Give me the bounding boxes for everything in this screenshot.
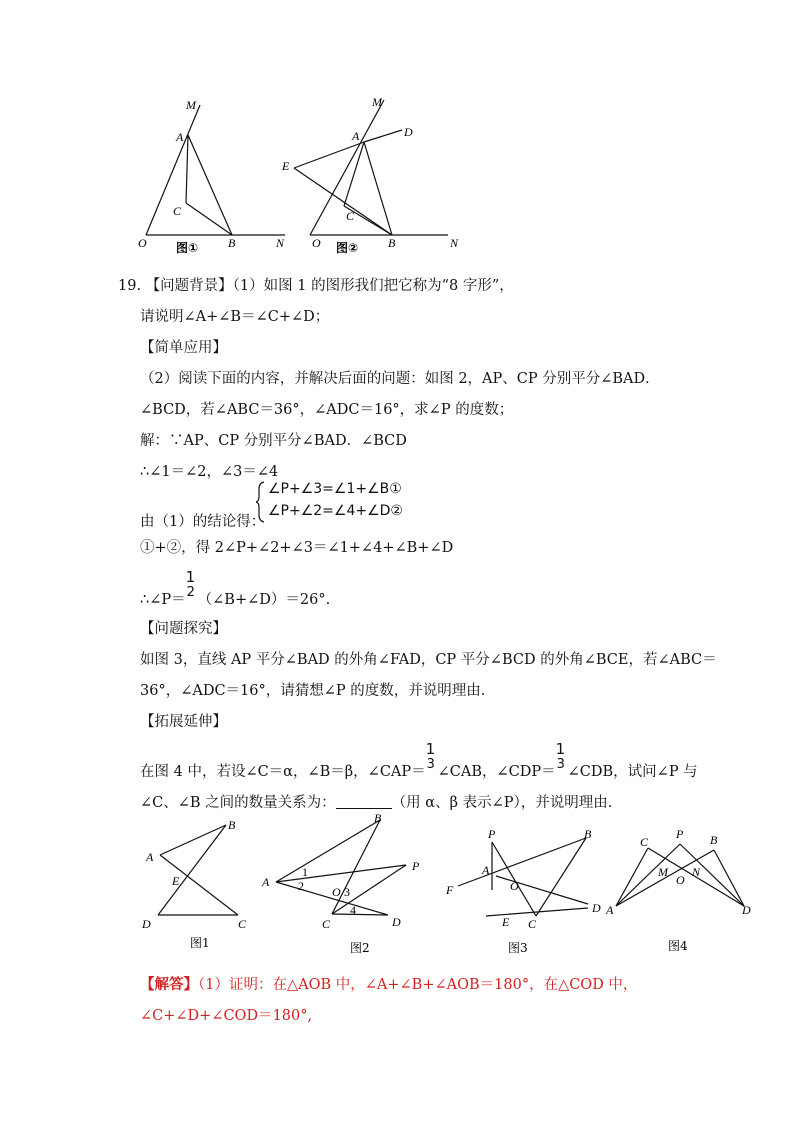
ext2-part2: （用 α、β 表示∠P），并说明理由. <box>391 795 613 811</box>
label-m: M <box>658 865 668 879</box>
solution-line-1: 解：∵AP、CP 分别平分∠BAD．∠BCD <box>140 433 407 449</box>
label-e: E <box>172 874 180 888</box>
sol5-suffix: （∠B+∠D）＝26°. <box>197 592 331 608</box>
fraction-numerator: 1 <box>185 568 196 586</box>
label-a: A <box>482 863 490 877</box>
answer-tag: 【解答】 <box>140 976 198 993</box>
bottom-figure-2 <box>256 810 431 955</box>
caption-fig-3: 图3 <box>508 941 528 955</box>
label-o: O <box>676 873 685 887</box>
label-p: P <box>412 859 420 873</box>
label-c: C <box>173 204 182 218</box>
segment-ap <box>276 865 406 882</box>
label-p: P <box>676 827 684 841</box>
extension-line-2 <box>140 791 612 812</box>
label-n: N <box>692 865 701 879</box>
fraction-denominator: 3 <box>426 757 435 772</box>
bottom-figure-1 <box>140 815 255 955</box>
problem-line-4: （2）阅读下面的内容，并解决后面的问题：如图 2，AP、CP 分别平分∠BAD． <box>140 371 660 387</box>
label-a: A <box>176 130 184 144</box>
fraction-one-third-a <box>425 740 438 776</box>
segment-pd <box>680 844 744 906</box>
problem-number: 19. <box>118 278 142 294</box>
label-b: B <box>374 811 382 825</box>
label-e: E <box>282 159 290 173</box>
label-a: A <box>352 129 360 143</box>
label-a: A <box>146 850 154 864</box>
label-e: E <box>502 915 510 929</box>
label-c: C <box>640 835 649 849</box>
label-n: N <box>450 236 459 250</box>
problem-line-5: ∠BCD，若∠ABC＝36°，∠ADC＝16°，求∠P 的度数； <box>140 402 514 418</box>
segment-ac <box>344 142 364 206</box>
segment-eb <box>294 168 392 235</box>
answer-line-1 <box>140 973 637 994</box>
label-b: B <box>228 818 236 832</box>
segment-ab <box>160 825 226 855</box>
bottom-figure-4 <box>604 822 764 955</box>
label-b: B <box>584 827 592 841</box>
top-figure-1 <box>130 95 290 255</box>
ext1-part2: ∠CAB，∠CDP＝ <box>437 764 556 780</box>
label-c: C <box>238 917 247 931</box>
caption-fig-2: 图2 <box>350 941 370 955</box>
heading-extension: 【拓展延伸】 <box>140 714 227 730</box>
caption-top-fig-1: 图① <box>176 241 199 255</box>
label-n: N <box>276 236 285 250</box>
label-b: B <box>388 236 396 250</box>
label-o: O <box>332 885 341 899</box>
label-d: D <box>592 901 601 915</box>
segment-ac <box>186 135 188 203</box>
sol5-prefix: ∴∠P＝ <box>140 592 186 608</box>
fraction-numerator: 1 <box>425 740 436 758</box>
label-b: B <box>228 236 236 250</box>
brace-equation-1: ∠P+∠3=∠1+∠B① <box>268 481 402 497</box>
label-f: F <box>446 883 454 897</box>
fraction-numerator: 1 <box>555 740 566 758</box>
exploration-line-2: 36°，∠ADC＝16°，请猜想∠P 的度数，并说明理由. <box>140 683 486 699</box>
extension-line-1 <box>140 740 698 781</box>
bottom-figure-3 <box>440 822 608 955</box>
heading-problem-exploration: 【问题探究】 <box>140 621 227 637</box>
ray-ad <box>364 130 402 142</box>
answer-line-2: ∠C+∠D+∠COD＝180°, <box>140 1008 313 1024</box>
part1-text: （1）如图 1 的图形我们把它称为“8 字形”， <box>232 278 514 294</box>
solution-line-4: ①+②，得 2∠P+∠2+∠3＝∠1+∠4+∠B+∠D <box>140 540 454 556</box>
segment-cd <box>332 914 388 915</box>
fraction-one-half <box>185 568 198 604</box>
label-o: O <box>138 236 147 250</box>
heading-simple-application: 【简单应用】 <box>140 340 227 356</box>
top-figure-2 <box>280 92 470 255</box>
label-b: B <box>710 833 718 847</box>
solution-line-2: ∴∠1＝∠2，∠3＝∠4 <box>140 464 279 480</box>
label-d: D <box>742 903 751 917</box>
segment-bd <box>158 825 226 915</box>
ext1-part3: ∠CDB，试问∠P 与 <box>567 764 698 780</box>
label-angle-4: 4 <box>350 903 356 917</box>
label-o: O <box>312 236 321 250</box>
label-m: M <box>372 95 382 109</box>
segment-bc <box>536 838 586 916</box>
answer-blank[interactable] <box>336 808 392 809</box>
label-d: D <box>392 915 401 929</box>
brace-equation-2: ∠P+∠2=∠4+∠D② <box>268 503 403 519</box>
label-c: C <box>346 209 355 223</box>
label-c: C <box>528 917 537 931</box>
ext2-part1: ∠C、∠B 之间的数量关系为： <box>140 795 336 811</box>
label-p: P <box>488 827 496 841</box>
ext1-part1: 在图 4 中，若设∠C＝α，∠B＝β，∠CAP＝ <box>140 764 426 780</box>
problem-line-2: 请说明∠A+∠B＝∠C+∠D； <box>140 309 330 325</box>
label-angle-3: 3 <box>344 885 350 899</box>
label-m: M <box>186 98 196 112</box>
label-angle-2: 2 <box>298 879 304 893</box>
label-c: C <box>322 917 331 931</box>
solution-line-3: 由（1）的结论得： <box>140 514 266 530</box>
label-a: A <box>262 875 270 889</box>
exploration-line-1: 如图 3，直线 AP 平分∠BAD 的外角∠FAD，CP 平分∠BCD 的外角∠BCE，若∠ABC＝ <box>140 652 717 668</box>
solution-line-5 <box>140 568 331 609</box>
label-d: D <box>142 917 151 931</box>
brace-icon <box>256 481 266 523</box>
label-angle-1: 1 <box>302 865 308 879</box>
label-a: A <box>606 903 614 917</box>
caption-fig-1: 图1 <box>190 936 210 950</box>
fraction-denominator: 3 <box>556 757 565 772</box>
label-d: D <box>404 125 413 139</box>
line-fb <box>458 838 586 886</box>
caption-fig-4: 图4 <box>668 939 688 953</box>
problem-line-1 <box>118 274 514 295</box>
fraction-denominator: 2 <box>186 585 195 600</box>
label-o: O <box>510 879 519 893</box>
answer-text-1: （1）证明：在△AOB 中，∠A+∠B+∠AOB＝180°，在△COD 中， <box>198 977 638 993</box>
caption-top-fig-2: 图② <box>336 241 359 255</box>
heading-background: 【问题背景】 <box>145 278 233 294</box>
fraction-one-third-b <box>555 740 568 776</box>
